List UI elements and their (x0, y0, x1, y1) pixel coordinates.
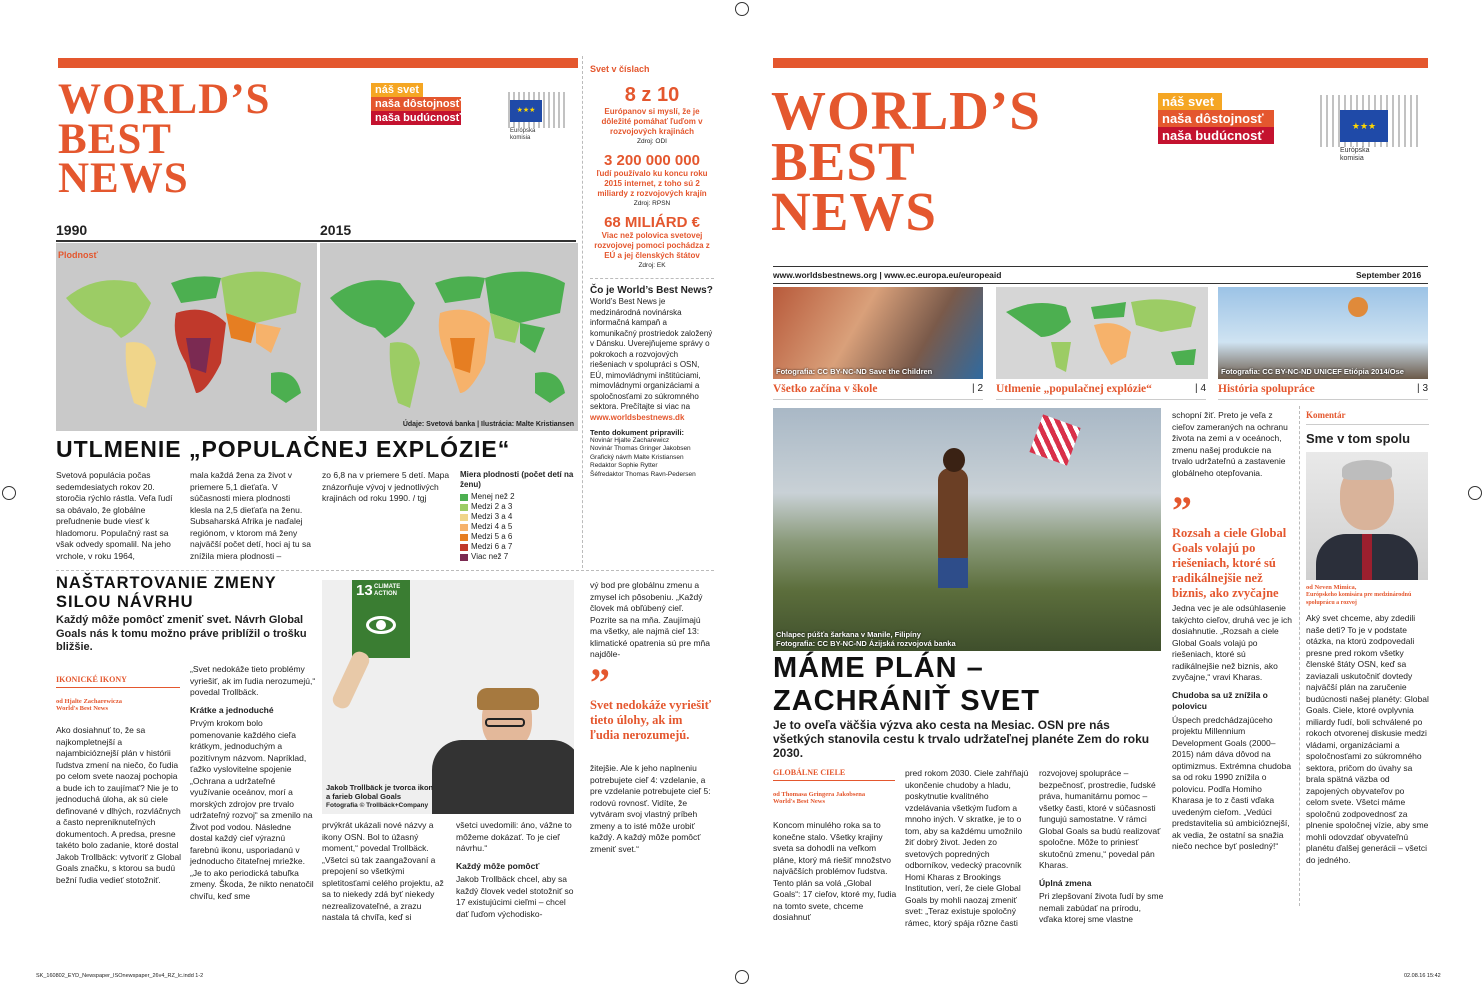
byline-org: World's Best News (773, 798, 825, 805)
article-body: rozvojovej spolupráce – bezpečnosť, prostredie, ľudské práva, humanitárnu pomoc – všetky časti, ktoré v súčasnosti fungujú samostatne. V rámci Global Goals sa budú realizovať spoločne. Môže to priniesť skutočnú zmenu,“ povedal pán Kharas. Úplná zmena Pri zlepšovaní života ľudí by sme nemali zabúdať na prírodu, vďaka ktorej sme vlastne (1039, 768, 1164, 924)
tagline-2: naša dôstojnosť (1158, 110, 1274, 127)
byline-org: World's Best News (56, 705, 108, 712)
photo-credit: Fotografia © Trollbäck+Company (326, 802, 429, 809)
teaser-title[interactable]: Všetko začína v škole | 2 (773, 383, 983, 400)
photo-boy-kite (773, 408, 1161, 651)
fertility-map-2015 (320, 243, 578, 431)
top-accent-bar (58, 58, 578, 68)
masthead-line: WORLD’S (771, 80, 1041, 141)
article-body: pred rokom 2030. Ciele zahŕňajú ukončenie chudoby a hladu, poskytnutie kvalitného vzdelávania všetkým ľuďom a mnoho iných. V skratke, je to o tom, aby sa každému umožnilo žiť dobrý život. Jeden zo svetových popredných odborníkov, vedecký pracovník Homi Kharas z Brookings Institution, verí, že ciele Global Goals by mohli naozaj zmeniť svet: „Teraz existuje spoločný rámec, ktorý spája rôzne časti (905, 768, 1029, 928)
legend-label: Medzi 5 a 6 (471, 532, 513, 541)
map-label: Plodnosť (58, 250, 98, 260)
teaser-photo-school[interactable] (773, 287, 983, 379)
photo-caption: Fotografia: CC BY-NC-ND Save the Children (776, 367, 933, 376)
stat-number: 3 200 000 000 (604, 152, 700, 169)
teaser-title[interactable]: História spolupráce | 3 (1218, 383, 1428, 400)
credits-list (590, 437, 714, 480)
article-body: Jedna vec je ale odsúhlasenie takýchto cieľov, druhá vec je ich dosiahnutie. „Rozsah a ciele Global Goals volajú po riešeniach, ktoré sú radikálnejšie než biznis, ako zvyčajne,“ vravi Kharas. Chudoba sa už znížila o polovicu Úspech predchádzajúceho projektu Millennium Development Goals (2000–2015) nám dáva dôvod na optimizmus. Extrémna chudoba sa od roku 1990 znížila o polovicu. Podľa Homiho Kharasa je to z časti vďaka uvedeným cieľom. „Vedúci predstavitelia sú ambicióznejší, ak vedia, že ostatní sa snažia niečo nechce byť posledný!“ (1172, 603, 1294, 855)
legend-label: Medzi 2 a 3 (471, 502, 513, 511)
pull-quote-text: Rozsah a ciele Global Goals volajú po riešeniach, ktoré sú radikálnejšie než biznis, ako zvyčajne (1172, 526, 1287, 600)
masthead-line: WORLD’S (58, 76, 271, 123)
top-accent-bar (773, 58, 1428, 68)
sidebar-title: Svet v číslach (590, 64, 650, 74)
masthead-line: BEST (771, 130, 916, 192)
tagline-stack (1158, 93, 1274, 144)
subhead: Úplná zmena (1039, 877, 1092, 888)
headline-population: UTLMENIE „POPULAČNEJ EXPLÓZIE“ (56, 436, 511, 462)
stat-number: 68 MILIÁRD € (604, 214, 700, 231)
map-year-2015: 2015 (320, 222, 352, 238)
divider (773, 266, 1428, 267)
tagline-1: náš svet (371, 83, 423, 97)
legend-item (460, 502, 576, 512)
avatar (1306, 452, 1428, 580)
legend-swatch (460, 524, 468, 531)
masthead (58, 76, 271, 203)
masthead-line: BEST (58, 115, 172, 163)
stat-source: Zdroj: RPSN (633, 200, 671, 207)
legend-swatch (460, 494, 468, 501)
legend-title: Miera plodnosti (počet detí na ženu) (460, 470, 574, 489)
comment-text: Aký svet chceme, aby zdedili naše deti? To je v podstate otázka, na ktorú zodpovedali presne pred rokom všetky členské štáty OSN, keď sa zaviazali uskutočniť dovtedy najväčší plán na zaručenie budúcnosti našej planéty: Global Goals. Ciele, ktoré ovplyvnia miliardy ľudí, boli schválené po rokoch otvorenej diskusie medzi vládami, organizáciami a spoločnosťami zo súkromného sektora, pričom do úvahy sa brala spätná väzba od zapojených obyvateľov po celom svete. Všetci máme spoločnú zodpovednosť za plnenie spoločnej vízie, aby sme mohli odovzdať obyvateľnú planétu ďalšej generácii – všetci do jedného. (1306, 613, 1429, 865)
fertility-map-1990 (56, 243, 317, 431)
photo-credit: Fotografia: CC BY-NC-ND Ázijská rozvojová banka (776, 639, 956, 648)
article-body: zo 6,8 na v priemere 5 detí. Mapa znázorňuje vývoj v jednotlivých krajinách od roku 1990. / tgj (322, 470, 450, 503)
photo-caption: Jakob Trollbäck je tvorca ikon a farieb Global Goals (326, 783, 434, 801)
pull-quote-text: Svet nedokáže vyriešiť tieto úlohy, ak im ľudia nerozumejú. (590, 698, 712, 742)
print-timestamp: 02.08.16 15:42 (1404, 973, 1441, 979)
article-body: schopní žiť. Preto je veľa z cieľov zameraných na ochranu života na zemi a v oceánoch, zmenu našej produkcie na trvalo udržateľnú a zastavenie globálneho otepľovania. (1172, 410, 1288, 478)
legend-swatch (460, 534, 468, 541)
registration-mark (735, 2, 749, 16)
credit-line: Šéfredaktor Thomas Ravn-Pedersen (590, 470, 696, 478)
article-deck: Každý môže pomôcť zmeniť svet. Návrh Global Goals nás k tomu možno práve priblížil o trošku bližšie. (56, 614, 307, 653)
sidebar-world-in-numbers (582, 56, 714, 568)
subhead: Krátke a jednoduché (190, 704, 274, 715)
tagline-2: naša dôstojnosť (371, 97, 461, 111)
legend-label: Menej než 2 (471, 492, 515, 501)
byline-block (773, 768, 895, 805)
byline: od Hjalte Zacharewicza (56, 698, 122, 705)
quote-icon: ” (1172, 488, 1192, 533)
article-body: žitejšie. Ale k jeho naplneniu potrebujete cieľ 4: vzdelanie, a pre vzdelanie potrebujete cieľ 5: rodovú rovnosť. Vidíte, že vytváram svoj vlastný príbeh zmeny a to isté môže urobiť každý. A každý môže pomôcť zmeniť svet.“ (590, 763, 711, 854)
teaser-map[interactable] (996, 287, 1208, 379)
photo-caption: Fotografia: CC BY-NC-ND UNICEF Etiópia 2014/Ose (1221, 367, 1404, 376)
byline-block (56, 675, 180, 712)
byline: od Thomasa Gringera Jakobsena (773, 791, 866, 798)
map-year-1990: 1990 (56, 222, 88, 238)
stat-text: Európanov si myslí, že je dôležité pomáhať ľuďom v rozvojových krajinách (601, 107, 703, 136)
climate-action-icon: 13 CLIMATE ACTION (352, 580, 410, 658)
legend-item (460, 512, 576, 522)
about-text: World’s Best News je medzinárodná novinárska informačná kampaň a komunikačný prostriedok založený v Dánsku. Uverejňujeme správy o pokrokoch a rozvojových riešeniach v spolupráci s OSN, EÚ, mimovládnymi inštitúciami, mimovládnymi organizáciami a spoločnosťami zo súkromného sektora. Prečítajte si viac na (590, 297, 713, 411)
legend-item (460, 542, 576, 552)
registration-mark (1468, 486, 1482, 500)
pull-quote (590, 660, 712, 743)
credit-line: Novinár Hjalte Zacharewicz (590, 436, 670, 444)
map-credit: Údaje: Svetová banka | Ilustrácia: Malte Kristiansen (402, 421, 574, 428)
stat-text: ľudí používalo ku koncu roku 2015 internet, z toho sú 2 miliardy z rozvojových krajín (596, 169, 708, 198)
teaser-photo-history[interactable] (1218, 287, 1428, 379)
article-body: všetci uvedomili: áno, vážne to môžeme dokázať. To je cieľ návrhu.“ Každý môže pomôcť Jakob Trollbäck chcel, aby sa každý človek vedel stotožniť so 17 existujúcimi cieľmi – chcel dať ľuďom východisko- (456, 820, 580, 922)
tagline-stack (371, 83, 461, 125)
section-label: GLOBÁLNE CIELE (773, 768, 895, 781)
legend-item (460, 492, 576, 502)
divider (56, 240, 576, 242)
registration-mark (735, 970, 749, 984)
legend-label: Medzi 6 a 7 (471, 542, 513, 551)
photo-trollback (322, 580, 574, 814)
masthead-line: NEWS (58, 155, 189, 203)
subhead: Každý môže pomôcť (456, 860, 540, 871)
teaser-title[interactable]: Utlmenie „populačnej explózie“ | 4 (996, 383, 1206, 400)
article-body: Koncom minulého roka sa to konečne stalo. Všetky krajiny sveta sa dohodli na veľkom pláne, ktorý má riešiť množstvo najväčších problémov ľudstva. Tento plán sa volá „Global Goals“: 17 cieľov, ktoré my, ľudia na tomto svete, chceme dosiahnuť (773, 820, 897, 922)
legend-label: Medzi 4 a 5 (471, 522, 513, 531)
divider (56, 570, 714, 571)
comment-author: od Neven Mimica, (1306, 584, 1357, 591)
issue-date: September 2016 (1356, 270, 1422, 280)
comment-title: Sme v tom spolu (1306, 431, 1411, 446)
headline-design: NAŠTARTOVANIE ZMENY SILOU NÁVRHU (56, 574, 277, 611)
legend-item (460, 522, 576, 532)
fertility-legend (460, 470, 576, 562)
article-body: prvýkrát ukázali nové názvy a ikony OSN. Bol to úžasný moment,“ povedal Trollbäck. „Všetci sú tak zaangažovaní a prepojení so všetkými spletitosťami celého projektu, až sa to niekedy zdá byť niekedy nezrealizovateľné, a zrazu nastala tá chvíľa, keď si (322, 820, 444, 922)
about-link[interactable]: www.worldsbestnews.dk (590, 412, 685, 422)
comment-column (1299, 406, 1429, 906)
eu-logo: ★★★ Európska komisia (490, 92, 568, 152)
credit-line: Grafický návrh Malte Kristiansen (590, 453, 684, 461)
legend-label: Medzi 3 a 4 (471, 512, 513, 521)
article-body: vý bod pre globálnu zmenu a zmysel ich pôsobeniu. „Každý človek má obľúbený cieľ. Pozrite sa na mňa. Zaujímajú ma všetky, ale najmä cieľ 13: klimatické opatrenia sú pre mňa najdôle- (590, 580, 711, 659)
stat-number: 8 z 10 (624, 84, 680, 106)
legend-swatch (460, 504, 468, 511)
article-deck: Je to oveľa väčšia výzva ako cesta na Mesiac. OSN pre nás všetkých stanovila cestu k trvalo udržateľnej planéte Zem do roku 2030. (773, 718, 1150, 760)
eu-flag-icon: ★★★ (510, 100, 542, 122)
photo-caption: Chlapec púšťa šarkana v Manile, Filipíny (776, 630, 921, 639)
kite-icon (1029, 414, 1080, 465)
masthead-line: NEWS (771, 181, 937, 243)
credit-line: Novinár Thomas Gringer Jakobsen (590, 445, 691, 452)
print-slug: SK_160802_EYD_Newspaper_ISOnewspaper_26v4_RZ_lc.indd 1-2 (36, 973, 204, 979)
article-body: mala každá žena za život v priemere 5,1 dieťaťa. V súčasnosti miera plodnosti klesla na 2,5 dieťaťa na ženu. Subsaharská Afrika je naďalej regiónom, v ktorom má ženy najväčší počet detí, hoci aj tu sa znížila miera plodnosti – (190, 470, 311, 561)
pull-quote (1172, 488, 1294, 601)
stat-text: Viac než polovica svetovej rozvojovej pomoci pochádza z EÚ a jej členských štátov (594, 231, 710, 260)
stat-source: Zdroj: ODI (637, 138, 667, 145)
tagline-1: náš svet (1158, 93, 1222, 110)
legend-label: Viac než 7 (471, 552, 509, 561)
eu-logo: ★★★ Európska komisia (1312, 95, 1428, 173)
legend-swatch (460, 554, 468, 561)
tagline-3: naša budúcnosť (1158, 127, 1274, 144)
masthead (771, 80, 1041, 243)
article-body: Svetová populácia počas sedemdesiatych rokov 20. storočia rýchlo rástla. Veľa ľudí sa obávalo, že globálne preľudnenie bude viesť k hladomoru. Populačný rast sa však odvedy spomalil. Na jeho vrchole, v roku 1964, (56, 470, 173, 561)
article-body: Ako dosiahnuť to, že sa najkompletnejší a najambicióznejší plán v histórii ľudstva zmení na niečo, čo ľudia po celom svete naozaj pochopia a bude ich to zaujímať? Nie je to jednoduchá úloha, ak sú ciele definované v dlhých, rozvláčnych a často nepreniknuteľných dokumentoch. A predsa, presne takéto bolo zadanie, ktoré dostal Jakob Trollbäck: vytvoriť z Global Goals značku, s ktorou sa budú bežní ľudia vedieť stotožniť. (56, 725, 182, 885)
legend-swatch (460, 514, 468, 521)
section-label: IKONICKÉ IKONY (56, 675, 180, 688)
quote-icon: ” (590, 660, 610, 705)
legend-item (460, 552, 576, 562)
eu-flag-icon: ★★★ (1340, 110, 1388, 142)
subhead: Chudoba sa už znížila o polovicu (1172, 689, 1268, 711)
article-body: „Svet nedokáže tieto problémy vyriešiť, ak im ľudia nerozumejú,“ povedal Trollbäck. Krátke a jednoduché Prvým krokom bolo pomenovanie každého cieľa krátkym, jednoduchým a pozitívnym názvom. Napríklad, ťažko vyslovitelne spojenie „Ochrana a udržateľné využívanie oceánov, morí a morských zdrojov pre trvalo udržateľný rozvoj“ sa zmenilo na Život pod vodou. Následne dostal každý cieľ výraznú farebnú ikonu, usporiadanú v jednoducho čitateľnej mriežke. „Je to ako periodická tabuľka zmeny. Škoda, že nikto nenatočil chvíľu, keď sme (190, 664, 316, 901)
legend-item (460, 532, 576, 542)
credits-title: Tento dokument pripravili: (590, 427, 685, 437)
stat-source: Zdroj: EK (638, 262, 666, 269)
about-title: Čo je World’s Best News? (590, 285, 713, 296)
comment-author-role: Európskeho komisára pre medzinárodnú spoluprácu a rozvoj (1306, 592, 1412, 606)
credit-line: Redaktor Sophie Rytter (590, 462, 658, 469)
divider (773, 283, 1428, 284)
registration-mark (2, 486, 16, 500)
comment-label: Komentár (1306, 406, 1429, 425)
tagline-3: naša budúcnosť (371, 111, 461, 125)
headline-plan: MÁME PLÁN – ZACHRÁNIŤ SVET (773, 652, 1040, 717)
url-line[interactable]: www.worldsbestnews.org | www.ec.europa.eu/europeaid (773, 270, 1002, 280)
legend-swatch (460, 544, 468, 551)
